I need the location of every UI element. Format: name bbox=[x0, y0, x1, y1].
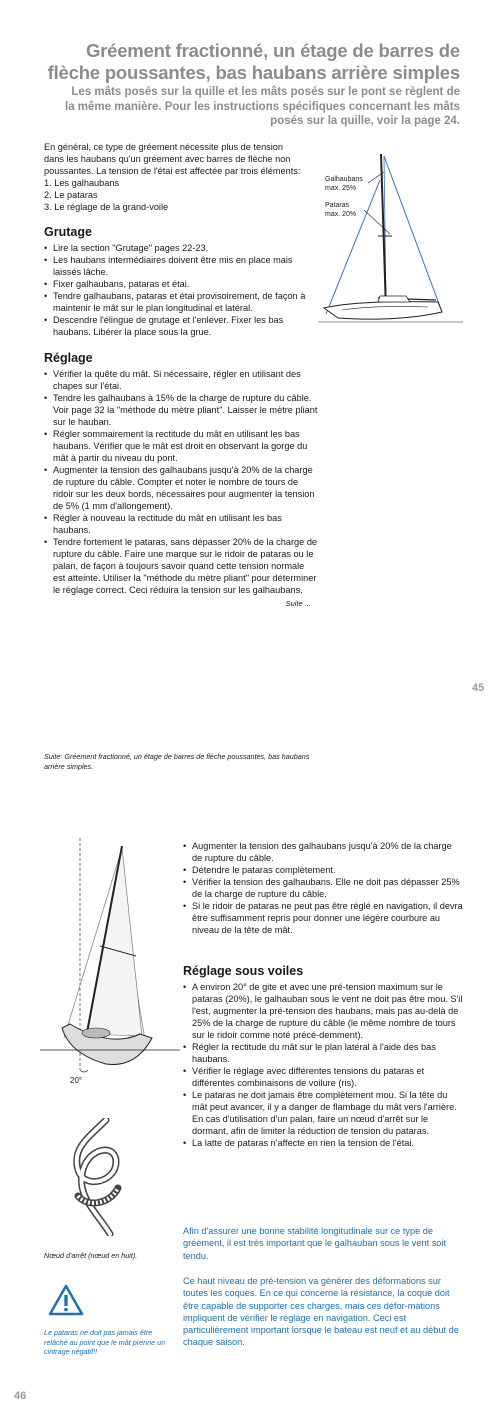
intro-line: 1. Les galhaubans bbox=[44, 178, 120, 188]
figure-eight-knot-icon bbox=[58, 1118, 138, 1236]
sous-voiles-heading: Réglage sous voiles bbox=[183, 964, 304, 978]
list-item: • Les haubans intermédiaires doivent être mis en place mais laissés lâche. bbox=[44, 254, 319, 278]
page-number-45: 45 bbox=[472, 682, 485, 694]
list-item: • Tendre fortement le pataras, sans dépasser 20% de la charge de rupture du câble. Faire une marque sur le ridoir de pataras ou le palan, de façon à toujours savoir quand cette tension normale est atteinte. Utiliser la "méthode du mètre pliant" pour déterminer le réglage correct. Ceci réduira la tension sur les galhaubans. bbox=[44, 536, 319, 596]
list-item: • Régler sommairement la rectitude du mât en utilisant les bas haubans. Vérifier que le mât est droit en observant la gorge du mât à partir du niveau du pont. bbox=[44, 428, 319, 464]
page-number-46: 46 bbox=[14, 1390, 27, 1402]
page2-list-section bbox=[183, 840, 463, 936]
heeled-boat-diagram bbox=[40, 838, 180, 1088]
intro-text bbox=[44, 141, 324, 213]
blue-note-2: Ce haut niveau de pré-tension va générer des déformations sur toutes les coques. En ce qui concerne la résistance, la coque doit être capable de supporter ces charges, mais ces défor-mations impliquent de vérifier le réglage en navigation. Ceci est particulièrement important lorsque le bateau est neuf et au début de chaque saison. bbox=[183, 1276, 459, 1348]
list-item: • A environ 20° de gite et avec une pré-tension maximum sur le pataras (20%), le galhauban sous le vent ne doit pas être mou. S'il l'est, augmenter la pré-tension des haubans, mais pas au-delà de 25% de la charge de rupture du câble (le même nombre de tours sur le ridoir comme noté précé-demment). bbox=[183, 981, 463, 1041]
list-item: • Augmenter la tension des galhaubans jusqu'à 20% de la charge de rupture du câble. Compter et noter le nombre de tours de ridoir sur les deux bords, nécessaires pour augmenter la tension de 5% (1 mm d'allongement). bbox=[44, 464, 319, 512]
page-title: Gréement fractionné, un étage de barres de flèche poussantes, bas haubans arrière simples bbox=[47, 40, 460, 83]
list-item: • Vérifier la tension des galhaubans. Elle ne doit pas dépasser 25% de la charge de rupture du câble. bbox=[183, 876, 463, 900]
list-item: • Le pataras ne doit jamais être complètement mou. Si la tête du mât peut avancer, il y a danger de flambage du mât vers l'arrière. En cas d'utilisation d'un palan, faire un nœud d'arrêt sur le dormant, afin de limiter la réduction de tension du pataras. bbox=[183, 1089, 463, 1137]
knot-caption: Nœud d'arrêt (nœud en huit). bbox=[44, 1251, 138, 1260]
intro-line: 3. Le réglage de la grand-voile bbox=[44, 202, 169, 212]
intro-line: poussantes. La tension de l'étai est affectée par trois éléments: bbox=[44, 166, 301, 176]
label-galhaubans-text: Galhaubans bbox=[325, 176, 363, 183]
blue-note-1: Afin d'assurer une bonne stabilité longitudinale sur ce type de gréement, il est très important que le galhauban sous le vent soit tendu. bbox=[183, 1226, 447, 1261]
reglage-section bbox=[44, 351, 319, 610]
list-item: • Augmenter la tension des galhaubans jusqu'à 20% de la charge de rupture du câble. bbox=[183, 840, 463, 864]
intro-line: En général, ce type de gréement nécessite plus de tension bbox=[44, 142, 284, 152]
warning-text: Le pataras ne doit pas jamais être relâché au point que le mât prenne un cintrage négatif!! bbox=[44, 1328, 166, 1356]
intro-line: dans les haubans qu'un gréement avec barres de flèche non bbox=[44, 154, 291, 164]
list-item: • Tendre les galhaubans à 15% de la charge de rupture du câble. Voir page 32 la "méthode du mètre pliant". Laisser le mètre pliant sur le hauban. bbox=[44, 392, 319, 428]
list-item: • Fixer galhaubans, pataras et étai. bbox=[44, 278, 319, 290]
sous-voiles-section bbox=[183, 964, 463, 1149]
reglage-heading: Réglage bbox=[44, 351, 93, 365]
list-item: • Lire la section "Grutage" pages 22-23. bbox=[44, 242, 319, 254]
continuation-note: Suite: Gréement fractionné, un étage de barres de flèche poussantes, bas haubans arrière simples. bbox=[44, 752, 310, 771]
list-item: • Vérifier la quête du mât. Si nécessaire, régler en utilisant des chapes sur l'étai. bbox=[44, 368, 319, 392]
list-item: • Descendre l'élingue de grutage et l'enlever. Fixer les bas haubans. Libérer la place sous la grue. bbox=[44, 314, 319, 338]
list-item: • Si le ridoir de pataras ne peut pas être réglé en navigation, il devra être suffisamment repris pour donner une légère courbure au niveau de la tête de mât. bbox=[183, 900, 463, 936]
label-pataras-text: Pataras bbox=[325, 202, 350, 209]
list-item: • La latte de pataras n'affecte en rien la tension de l'étai. bbox=[183, 1137, 463, 1149]
intro-line: 2. Le pataras bbox=[44, 190, 98, 200]
label-galhaubans-max: max. 25% bbox=[325, 184, 357, 192]
label-pataras bbox=[325, 202, 356, 219]
list-item: • Vérifier le réglage avec différentes tensions du pataras et différentes combinaisons de voilure (ris). bbox=[183, 1065, 463, 1089]
list-item: • Tendre galhaubans, pataras et étai provisoirement, de façon à maintenir le mât sur le plan longitudinal et latéral. bbox=[44, 290, 319, 314]
label-pataras-max: max. 20% bbox=[325, 210, 357, 218]
suite-note: Suite ... bbox=[285, 599, 311, 608]
grutage-heading: Grutage bbox=[44, 225, 92, 239]
list-item: • Détendre le pataras complètement. bbox=[183, 864, 463, 876]
grutage-section bbox=[44, 225, 319, 338]
label-galhaubans bbox=[325, 176, 363, 193]
heel-angle-label: 20° bbox=[70, 1076, 83, 1085]
warning-triangle-icon bbox=[48, 1284, 84, 1316]
list-item: • Régler la rectitude du mât sur le plan latéral à l'aide des bas haubans. bbox=[183, 1041, 463, 1065]
page-subtitle: Les mâts posés sur la quille et les mâts posés sur le pont se règlent de la même manière. Pour les instructions spécifiques concernant les mâts posés sur la quille, voir la page 24. bbox=[65, 86, 460, 127]
list-item: • Régler à nouveau la rectitude du mât en utilisant les bas haubans. bbox=[44, 512, 319, 536]
